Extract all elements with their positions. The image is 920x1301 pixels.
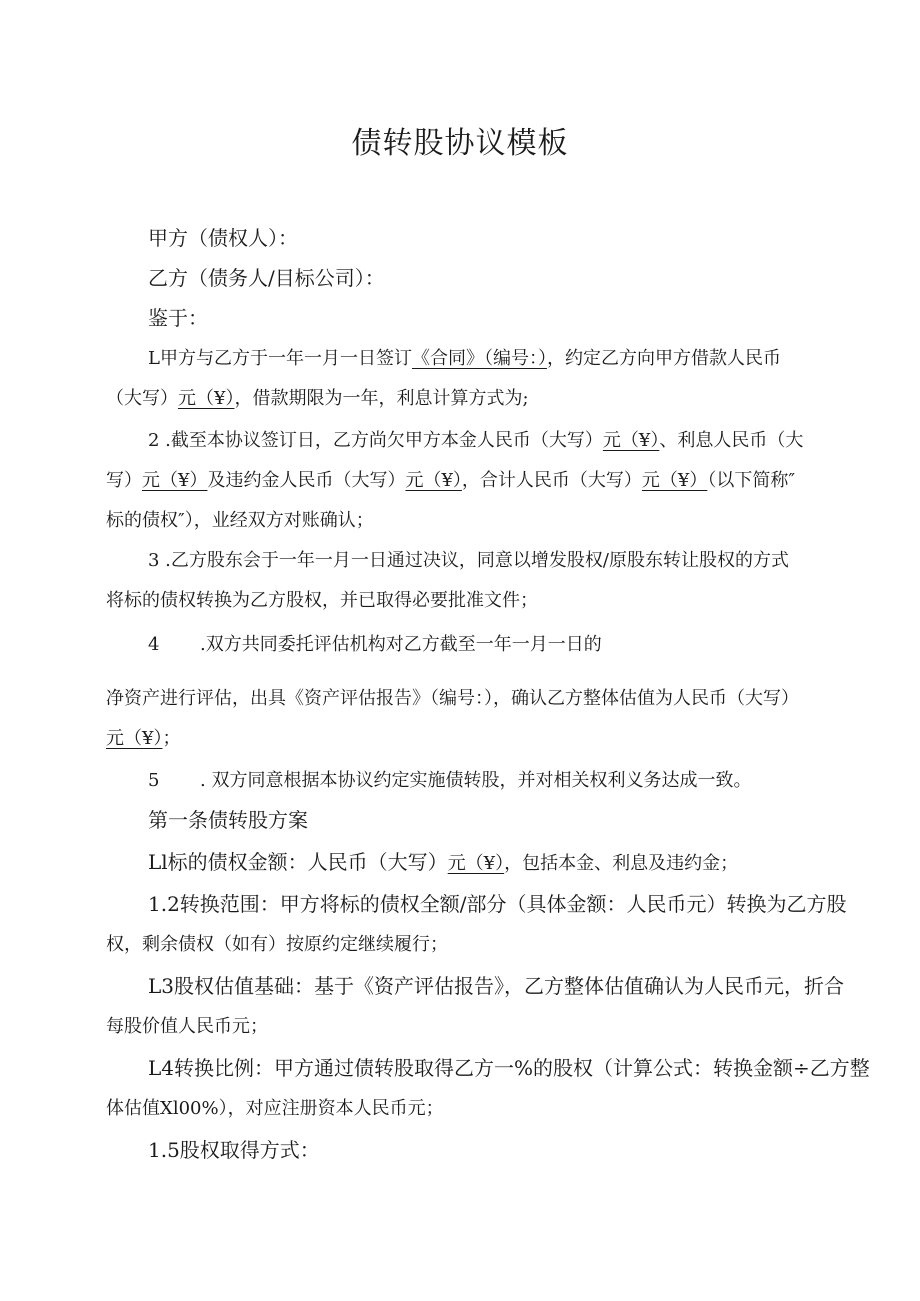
recital-2-text-f: （以下简称″ (707, 470, 796, 491)
recital-1-text-c: （大写） (106, 388, 178, 409)
recital-5-text: . 双方同意根据本协议约定实施债转股，并对相关权利义务达成一致。 (200, 770, 752, 791)
recital-2-text-c: 写） (106, 470, 142, 491)
recital-4-line-3 (106, 730, 180, 748)
recital-4-text-end: ； (162, 728, 181, 749)
document-title: 债转股协议模板 (351, 126, 569, 161)
recital-1-amount-blank: 元（¥） (178, 388, 235, 409)
recital-1-text-a: L甲方与乙方于一年一月一日签订 (148, 348, 412, 369)
clause-1-2-line-1: 1.2转换范围：甲方将标的债权全额/部分（具体金额：人民币元）转换为乙方股 (148, 892, 847, 916)
recital-5-number: 5 (148, 770, 160, 791)
clause-1-5: 1.5股权取得方式： (148, 1138, 320, 1162)
recital-2-total-blank: 元（¥） (641, 470, 708, 491)
clause-1-2-line-2: 权，剩余债权（如有）按原约定继续履行； (106, 934, 448, 955)
recital-3-line-2: 将标的债权转换为乙方股权，并已取得必要批准文件； (106, 590, 538, 611)
clause-1-4-line-2: 体估值Xl00%），对应注册资本人民币元； (106, 1098, 444, 1119)
clause-1-3-line-2: 每股价值人民币元； (106, 1016, 268, 1037)
recital-2-line-2 (106, 472, 795, 490)
clause-1-4-line-1: L4转换比例：甲方通过债转股取得乙方一%的股权（计算公式：转换金额÷乙方整 (148, 1056, 870, 1080)
recital-2-line-3: 标的债权″），业经双方对账确认； (106, 510, 374, 531)
recital-2-text-d: 及违约金人民币（大写） (207, 470, 406, 491)
recital-2-text-e: ，合计人民币（大写） (461, 470, 642, 491)
recital-2-line-1 (148, 432, 803, 450)
clause-1-1-text-b: ，包括本金、利息及违约金； (504, 853, 739, 874)
recital-4-line-2: 净资产进行评估，出具《资产评估报告》（编号：），确认乙方整体估值为人民币（大写） (106, 688, 799, 709)
recital-1-text-b: ，约定乙方向甲方借款人民币 (546, 348, 781, 369)
clause-1-1 (148, 852, 738, 873)
recital-2-interest-blank: 元（¥） (142, 470, 208, 491)
clause-1-3-line-1: L3股权估值基础：基于《资产评估报告》，乙方整体估值确认为人民币元，折合 (148, 974, 845, 998)
recital-1-line-2 (106, 390, 529, 408)
recital-2-text-b: 、利息人民币（大 (659, 430, 804, 451)
recital-1-contract-blank: 《合同》（编号：） (411, 348, 547, 369)
recital-2-text-a: 2 .截至本协议签订日，乙方尚欠甲方本金人民币（大写） (148, 430, 603, 451)
recital-2-principal-blank: 元（¥） (602, 430, 660, 451)
recital-1-line-1 (148, 350, 781, 368)
recital-4-number: 4 (148, 634, 160, 655)
recital-4-line-1: .双方共同委托评估机构对乙方截至一年一月一日的 (200, 634, 602, 655)
recital-3-line-1: 3 .乙方股东会于一年一月一日通过决议，同意以增发股权/原股东转让股权的方式 (148, 550, 789, 571)
recital-1-text-d: ，借款期限为一年，利息计算方式为; (234, 388, 529, 409)
clause-1-1-amount-blank: 元（¥） (447, 853, 505, 874)
party-b-line: 乙方（债务人/目标公司）： (148, 266, 385, 290)
recital-4-valuation-blank: 元（¥） (106, 728, 163, 749)
whereas-line: 鉴于： (148, 306, 208, 330)
recital-2-penalty-blank: 元（¥） (405, 470, 462, 491)
party-a-line: 甲方（债权人）： (148, 226, 298, 250)
article-1-heading: 第一条债转股方案 (148, 808, 308, 832)
clause-1-1-text-a: Ll标的债权金额：人民币（大写） (148, 850, 448, 874)
